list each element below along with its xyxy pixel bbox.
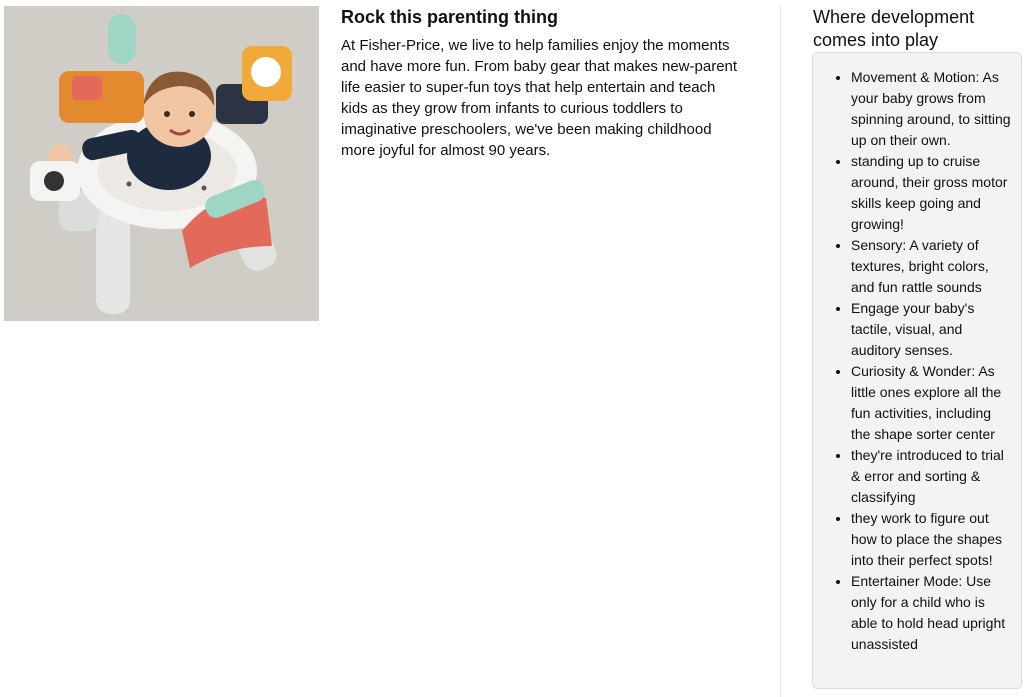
list-item: • Curiosity & Wonder: As little ones explore all the fun activities, including the shape sorter center bbox=[851, 361, 1011, 445]
list-item: • Movement & Motion: As your baby grows from spinning around, to sitting up on their own. bbox=[851, 67, 1011, 151]
column-divider bbox=[780, 6, 781, 697]
brand-story-body: At Fisher-Price, we live to help families enjoy the moments and have more fun. From baby gear that makes new-parent life easier to super-fun toys that help entertain and teach kids as they grow from infants to curious toddlers to imaginative preschoolers, we've been making childhood more joyful for almost 90 years. bbox=[341, 37, 738, 159]
brand-story-section bbox=[341, 6, 746, 161]
product-photo-illustration bbox=[4, 6, 319, 321]
product-image bbox=[4, 6, 319, 321]
list-item: • standing up to cruise around, their gross motor skills keep going and growing! bbox=[851, 151, 1011, 235]
development-list bbox=[813, 53, 1021, 655]
development-title: Where development comes into play bbox=[813, 7, 975, 50]
development-list-box bbox=[812, 52, 1022, 689]
list-item: • they're introduced to trial & error and sorting & classifying bbox=[851, 445, 1011, 508]
list-item: • Engage your baby's tactile, visual, and auditory senses. bbox=[851, 298, 1011, 361]
list-item: • they work to figure out how to place the shapes into their perfect spots! bbox=[851, 508, 1011, 571]
list-item: • Entertainer Mode: Use only for a child who is able to hold head upright unassisted bbox=[851, 571, 1011, 655]
brand-story-title: Rock this parenting thing bbox=[341, 7, 559, 27]
list-item: • Sensory: A variety of textures, bright colors, and fun rattle sounds bbox=[851, 235, 1011, 298]
